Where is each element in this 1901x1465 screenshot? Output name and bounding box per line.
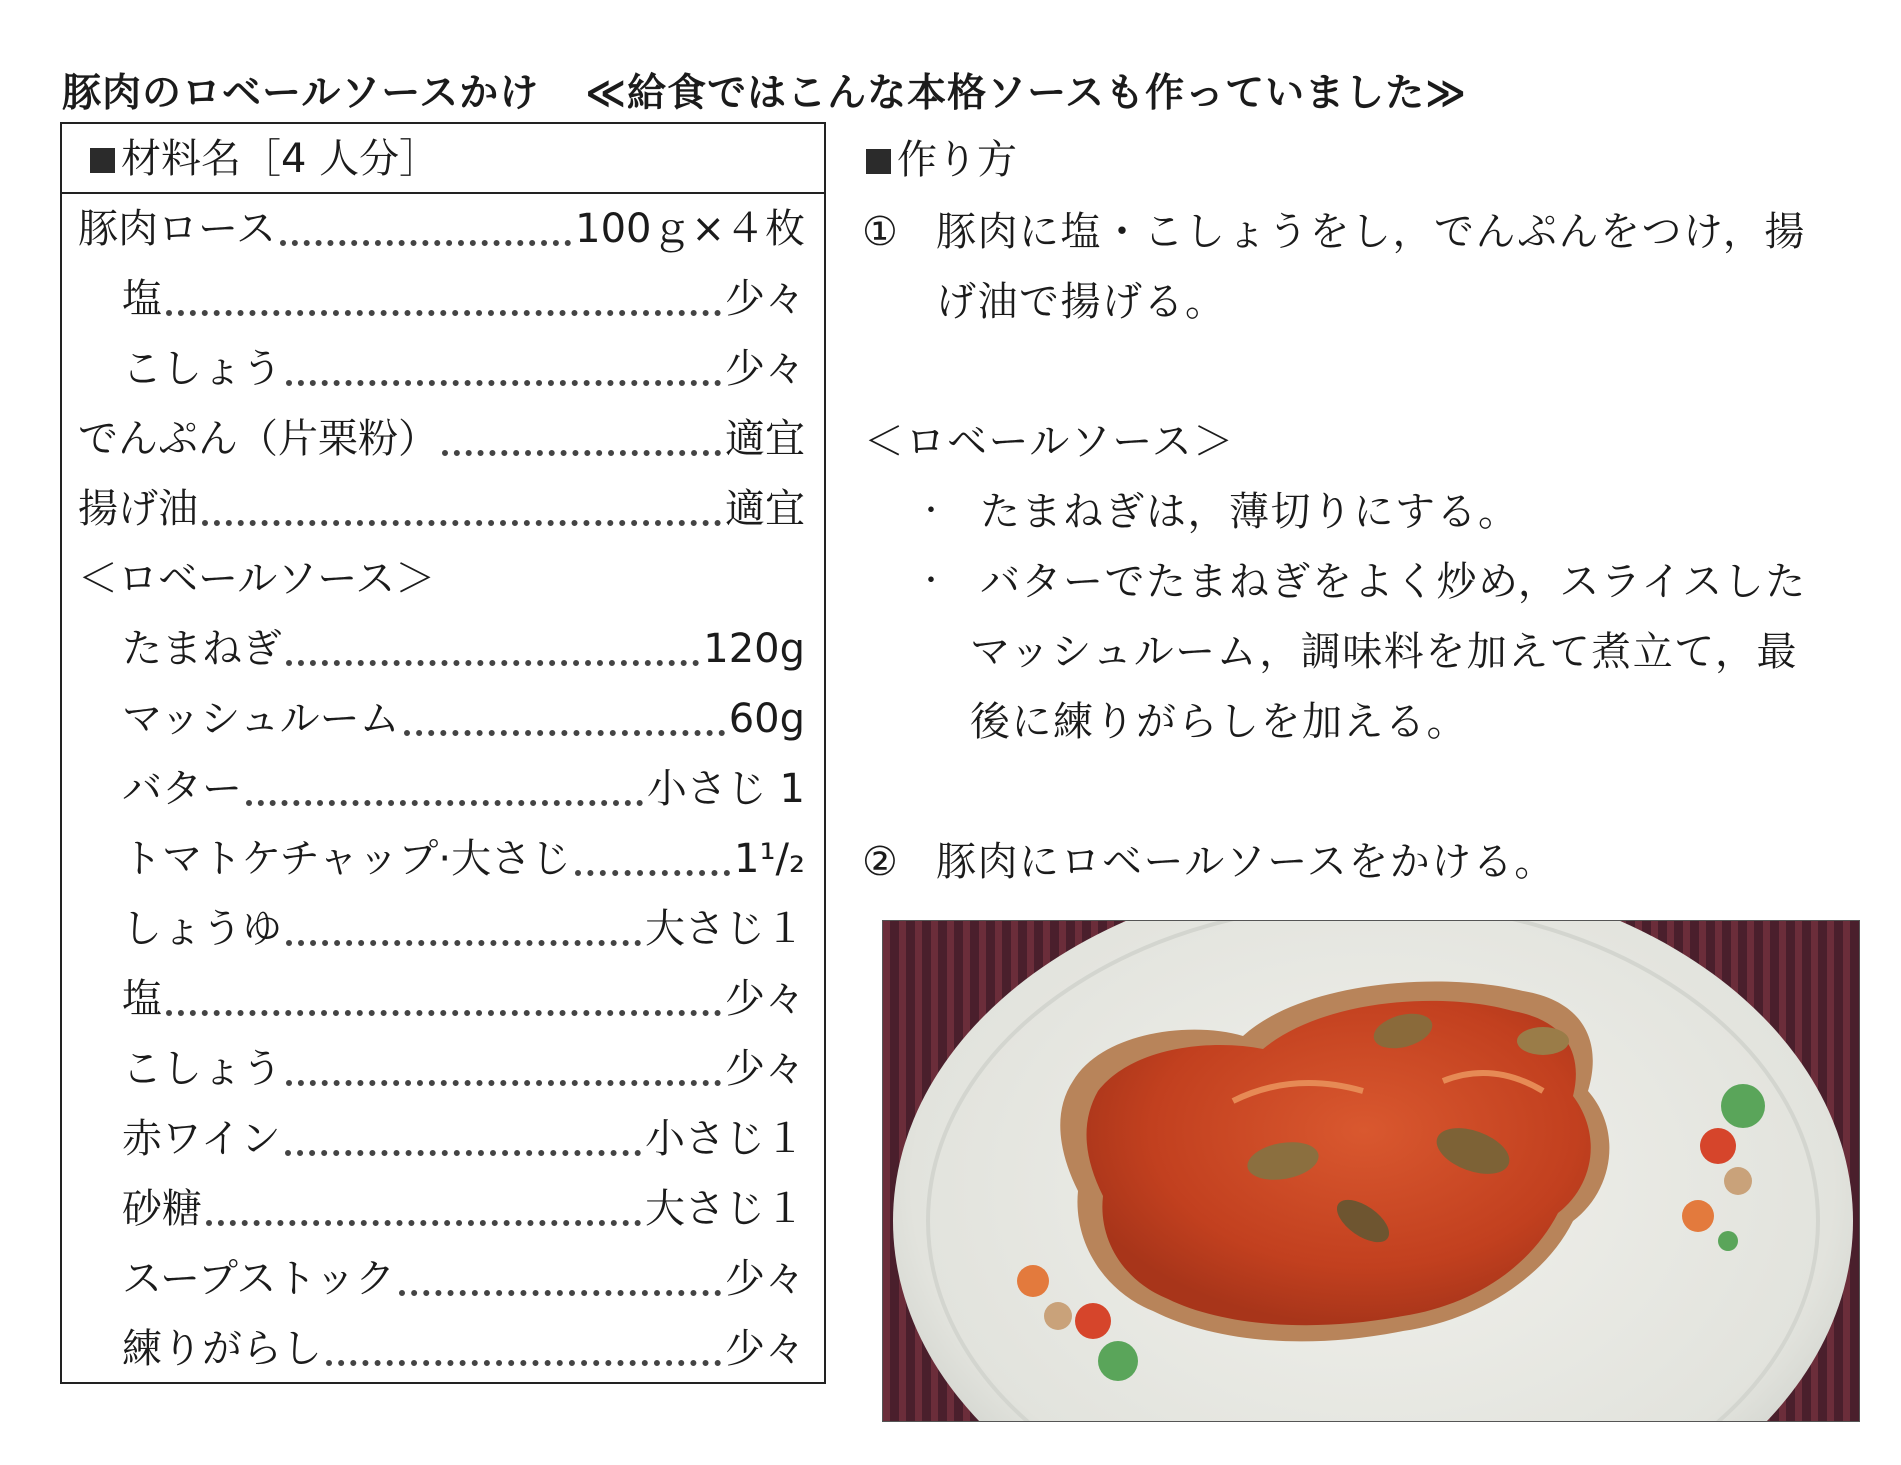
step2-number: ② <box>862 839 898 885</box>
ingredient-row <box>78 754 811 824</box>
dish-photo <box>882 920 1860 1422</box>
bullet2-text-line3: 後に練りがらしを加える。 <box>970 699 1468 745</box>
ingredient-name: 豚肉ロース <box>78 206 276 252</box>
leader-dots <box>280 240 571 246</box>
leader-dots <box>404 730 725 736</box>
ingredient-amount: 適宜 <box>725 486 805 532</box>
leader-dots <box>326 1360 721 1366</box>
step1-text-line2: げ油で揚げる。 <box>936 279 1227 325</box>
ingredient-row <box>78 264 811 334</box>
ingredient-name: 塩 <box>122 976 162 1022</box>
ingredient-row <box>78 474 811 544</box>
ingredients-box <box>60 122 826 1384</box>
leader-dots <box>286 660 699 666</box>
leader-dots <box>285 1150 641 1156</box>
ingredient-amount: 120g <box>703 626 805 672</box>
ingredient-name: 塩 <box>122 276 162 322</box>
leader-dots <box>575 870 730 876</box>
sauce-header: ＜ロベールソース＞ <box>864 419 1235 465</box>
leader-dots <box>202 520 721 526</box>
ingredient-row <box>78 684 811 754</box>
ingredient-name: しょうゆ <box>122 906 282 952</box>
leader-dots <box>442 450 721 456</box>
ingredient-amount: 小さじ１ <box>645 1116 805 1162</box>
leader-dots <box>286 940 641 946</box>
ingredient-row <box>78 1034 811 1104</box>
ingredient-row <box>78 614 811 684</box>
dish-photo-icon <box>883 921 1859 1421</box>
ingredient-amount: 大さじ１ <box>645 906 805 952</box>
method-header-label: 作り方 <box>897 137 1017 183</box>
leader-dots <box>286 380 721 386</box>
recipe-title <box>62 62 1562 118</box>
square-bullet-icon <box>90 148 115 173</box>
ingredient-row <box>78 404 811 474</box>
leader-dots <box>286 1080 721 1086</box>
ingredient-amount: 少々 <box>725 346 805 392</box>
leader-dots <box>166 1010 721 1016</box>
bullet2-text-line2: マッシュルーム，調味料を加えて煮立て，最 <box>970 629 1798 675</box>
ingredient-row <box>78 1104 811 1174</box>
ingredient-name: 練りがらし <box>122 1326 322 1372</box>
ingredient-row <box>78 194 811 264</box>
ingredient-amount: 1¹/₂ <box>734 836 805 882</box>
ingredient-name: スープストック <box>122 1256 396 1302</box>
ingredient-row <box>78 1174 811 1244</box>
ingredient-amount: 小さじ 1 <box>646 766 805 812</box>
ingredient-row <box>78 1314 811 1384</box>
ingredient-name: トマトケチャップ·大さじ <box>122 836 572 882</box>
ingredient-name: こしょう <box>122 346 282 392</box>
ingredient-amount: 少々 <box>725 1256 805 1302</box>
ingredient-name: 砂糖 <box>122 1186 202 1232</box>
ingredient-name: 揚げ油 <box>78 486 198 532</box>
ingredient-name: でんぷん（片栗粉） <box>78 416 438 462</box>
bullet2-text-line1: バターでたまねぎをよく炒め，スライスした <box>980 559 1807 605</box>
ingredient-row <box>78 334 811 404</box>
ingredient-name: バター <box>122 766 242 812</box>
ingredient-name: マッシュルーム <box>122 696 400 742</box>
ingredient-row <box>78 824 811 894</box>
ingredient-amount: 少々 <box>725 276 805 322</box>
ingredient-amount: 少々 <box>725 1326 805 1372</box>
method-header <box>866 128 1017 185</box>
ingredient-amount: 少々 <box>725 976 805 1022</box>
bullet-marker: ・ <box>916 564 946 599</box>
leader-dots <box>206 1220 641 1226</box>
title-text: 豚肉のロベールソースかけ <box>62 71 540 116</box>
step1-number: ① <box>862 209 898 255</box>
bullet-marker: ・ <box>916 494 946 529</box>
ingredient-row <box>78 894 811 964</box>
step2-text: 豚肉にロベールソースをかける。 <box>936 839 1556 885</box>
ingredient-amount: 適宜 <box>725 416 805 462</box>
ingredients-header-label: 材料名［4 人分］ <box>121 136 440 182</box>
ingredient-row <box>78 544 811 614</box>
leader-dots <box>399 1290 721 1296</box>
ingredient-name: こしょう <box>122 1046 282 1092</box>
step1-text-line1: 豚肉に塩・こしょうをし，でんぷんをつけ，揚 <box>936 209 1806 255</box>
ingredient-amount: 100ｇ×４枚 <box>575 206 805 252</box>
square-bullet-icon <box>866 149 891 174</box>
ingredient-amount: 少々 <box>725 1046 805 1092</box>
bullet1-text: たまねぎは，薄切りにする。 <box>980 489 1520 535</box>
ingredient-name: たまねぎ <box>122 626 282 672</box>
ingredients-header <box>62 124 824 194</box>
ingredient-name: ＜ロベールソース＞ <box>78 556 436 602</box>
ingredient-amount: 60g <box>728 696 805 742</box>
subtitle-text: ≪給食ではこんな本格ソースも作っていました≫ <box>585 71 1467 116</box>
ingredient-row <box>78 964 811 1034</box>
leader-dots <box>246 800 643 806</box>
ingredient-name: 赤ワイン <box>122 1116 281 1162</box>
ingredient-amount: 大さじ１ <box>645 1186 805 1232</box>
leader-dots <box>166 310 721 316</box>
ingredient-row <box>78 1244 811 1314</box>
